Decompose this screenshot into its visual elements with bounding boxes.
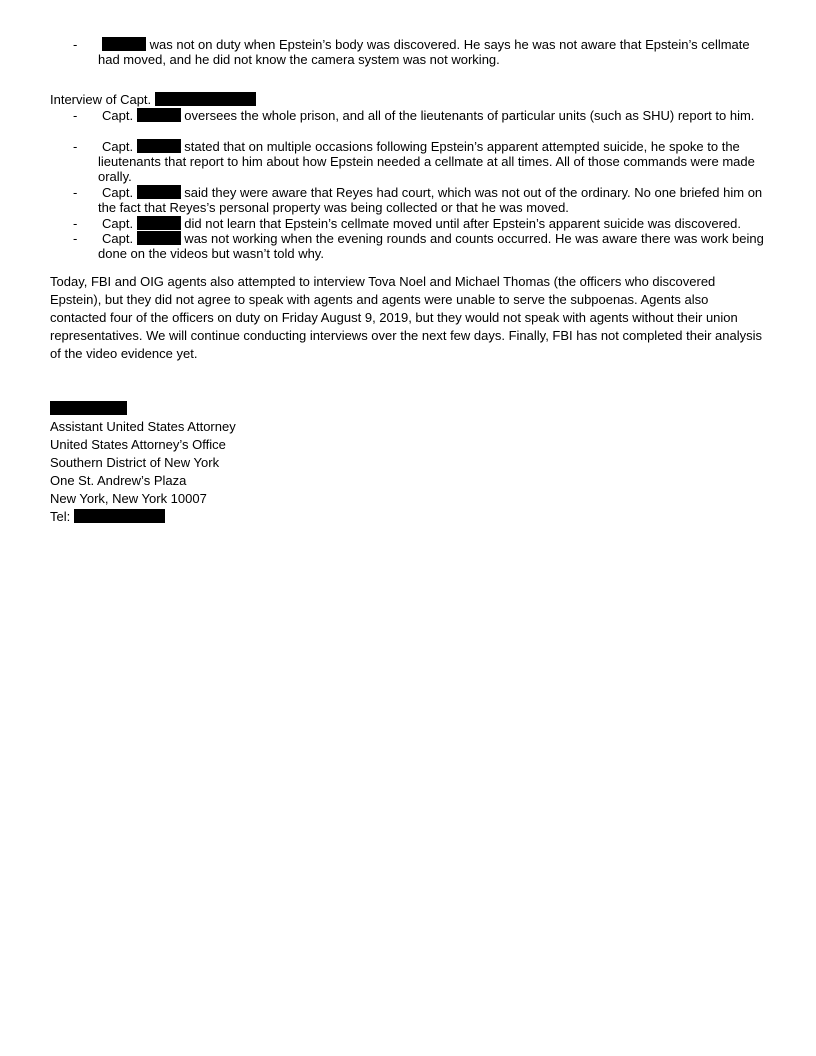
- bullet-text-before: Capt.: [102, 185, 137, 200]
- signature-street: One St. Andrew’s Plaza: [50, 473, 187, 488]
- bullet-dash: -: [73, 108, 78, 123]
- bullet-item-4: [50, 216, 765, 231]
- bullet-item-5: [50, 231, 765, 261]
- interview-heading-text: Interview of Capt.: [50, 92, 155, 107]
- tel-label: Tel:: [50, 509, 74, 524]
- bullet-text-before: Capt.: [102, 139, 137, 154]
- bullet-text-after: stated that on multiple occasions following Epstein’s apparent attempted suicide, he spoke to the lieutenants that report to him about how Epstein needed a cellmate at all times. All of those commands were made orally.: [98, 139, 755, 184]
- bullet-text: [98, 185, 765, 215]
- bullet-text: [98, 216, 765, 231]
- signature-title: Assistant United States Attorney: [50, 419, 236, 434]
- redaction-box: [137, 185, 181, 199]
- bullet-text-after: oversees the whole prison, and all of the lieutenants of particular units (such as SHU) report to him.: [180, 108, 755, 123]
- signature-tel: [50, 508, 236, 526]
- redaction-box: [137, 108, 181, 122]
- bullet-dash: -: [73, 37, 78, 52]
- redaction-box: [137, 216, 181, 230]
- bullet-text: [98, 37, 765, 67]
- bullet-text-before: Capt.: [102, 108, 137, 123]
- bullet-text-after: did not learn that Epstein’s cellmate moved until after Epstein’s apparent suicide was discovered.: [180, 216, 741, 231]
- bullet-text: [98, 108, 765, 123]
- redaction-box: [50, 401, 127, 415]
- bullet-text-after: was not on duty when Epstein’s body was discovered. He says he was not aware that Epstein’s cellmate had moved, and he did not know the camera system was not working.: [98, 37, 750, 67]
- bullet-dash: -: [73, 185, 78, 200]
- bullet-text: [98, 231, 765, 261]
- bullet-dash: -: [73, 139, 78, 154]
- redaction-box: [74, 509, 165, 523]
- interview-heading: [50, 92, 256, 107]
- bullet-dash: -: [73, 231, 78, 246]
- signature-district: Southern District of New York: [50, 455, 220, 470]
- redaction-box: [137, 139, 181, 153]
- status-paragraph: Today, FBI and OIG agents also attempted to interview Tova Noel and Michael Thomas (the officers who discovered Epstein), but they did not agree to speak with agents and agents were unable to serve the subpoenas. Agents also contacted four of the officers on duty on Friday August 9, 2019, but they would not speak with agents without their union representatives. We will continue conducting interviews over the next few days. Finally, FBI has not completed their analysis of the video evidence yet.: [50, 274, 762, 361]
- bullet-item-3: [50, 185, 765, 215]
- signature-block: [50, 400, 236, 526]
- bullet-text-before: Capt.: [102, 216, 137, 231]
- redaction-box: [137, 231, 181, 245]
- redaction-box: [155, 92, 256, 106]
- signature-office: United States Attorney’s Office: [50, 437, 226, 452]
- bullet-item-top: [50, 37, 765, 67]
- bullet-text-after: said they were aware that Reyes had court, which was not out of the ordinary. No one briefed him on the fact that Reyes’s personal property was being collected or that he was moved.: [98, 185, 763, 215]
- bullet-item-2: [50, 139, 765, 184]
- bullet-text: [98, 139, 765, 184]
- bullet-dash: -: [73, 216, 78, 231]
- bullet-text-after: was not working when the evening rounds and counts occurred. He was aware there was work being done on the videos but wasn’t told why.: [98, 231, 764, 261]
- redaction-box: [102, 37, 146, 51]
- signature-city: New York, New York 10007: [50, 491, 207, 506]
- bullet-item-1: [50, 108, 765, 123]
- bullet-text-before: Capt.: [102, 231, 137, 246]
